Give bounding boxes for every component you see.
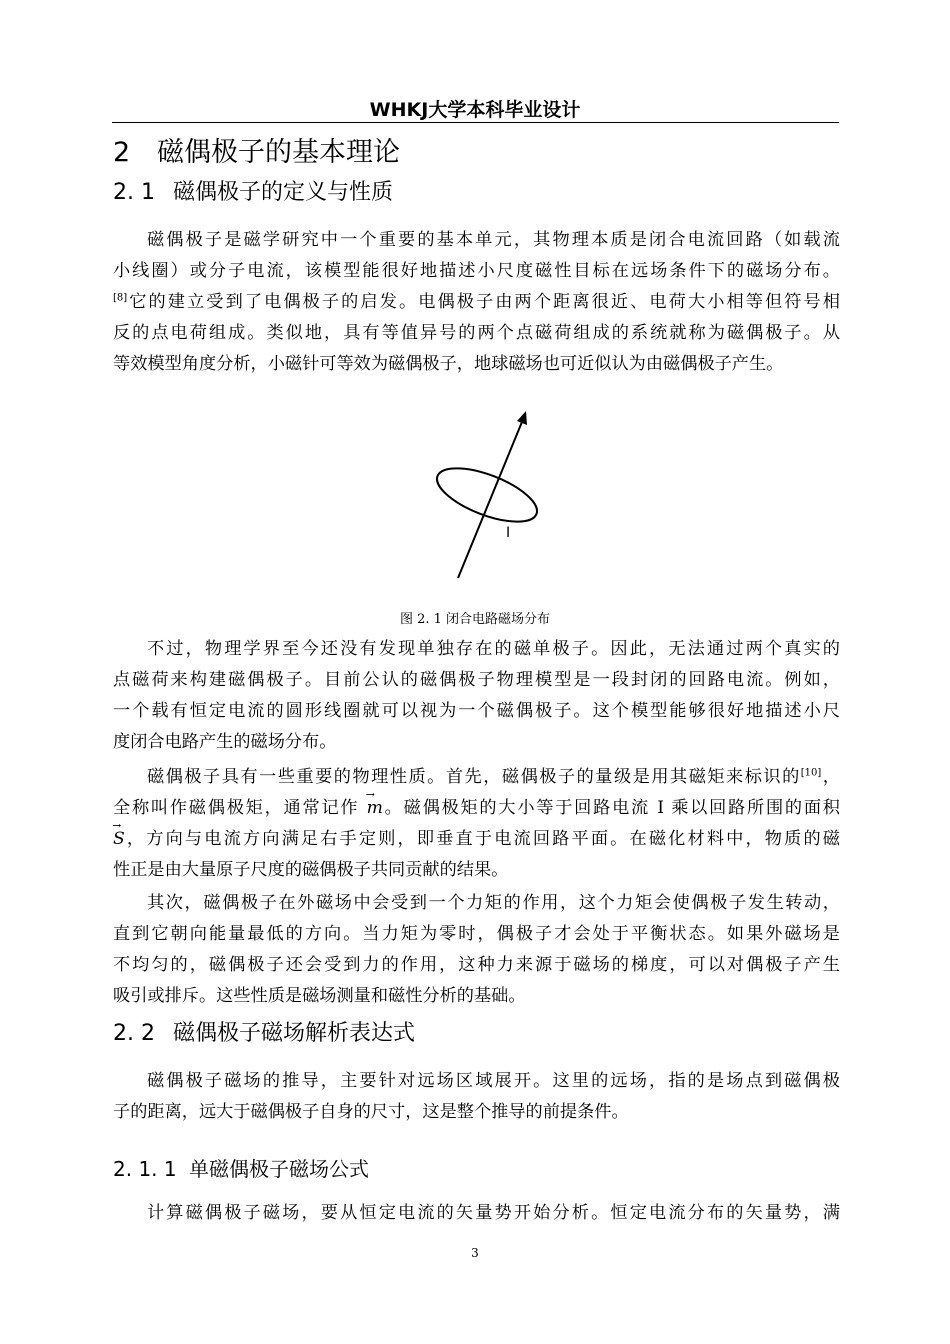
figure-caption: 图 2. 1 闭合电路磁场分布: [399, 612, 551, 627]
text-line-content: 磁偶极子具有一些重要的物理性质。首先，磁偶极子的量级是用其磁矩来标识的: [147, 767, 801, 787]
section-title: 磁偶极子的定义与性质: [173, 180, 394, 205]
header-rule: [112, 122, 839, 123]
chapter-number: 2: [113, 137, 131, 168]
subsection-heading-2-1-1: [113, 1153, 369, 1182]
paragraph-far-field: [113, 1066, 840, 1128]
text-line: 点磁荷来构建磁偶极子。目前公认的磁偶极子物理模型是一段封闭的回路电流。例如，: [113, 670, 840, 690]
punctuation: ，: [821, 767, 840, 787]
text-line-content: 全称叫作磁偶极矩，通常记作: [113, 798, 360, 818]
current-loop: [430, 457, 543, 532]
text-line: 反的点电荷组成。类似地，具有等值异号的两个点磁荷组成的系统就称为磁偶极子。从: [113, 323, 840, 343]
paragraph-definition: [113, 225, 840, 380]
text-line-content: 。磁偶极矩的大小等于回路电流 I 乘以回路所围的面积: [382, 798, 840, 818]
section-title: 磁偶极子磁场解析表达式: [173, 1021, 416, 1046]
text-line: 度闭合电路产生的磁场分布。: [113, 732, 337, 752]
text-line: 不均匀的，磁偶极子还会受到力的作用，这种力来源于磁场的梯度，可以对偶极子产生: [113, 955, 840, 975]
text-line: 吸引或排斥。这些性质是磁场测量和磁性分析的基础。: [113, 986, 526, 1006]
citation: [8]: [113, 292, 128, 304]
section-heading-2-1: [113, 175, 393, 206]
arrow-head-icon: [517, 411, 527, 425]
text-line: 性正是由大量原子尺度的磁偶极子共同贡献的结果。: [113, 860, 509, 880]
paragraph-model: [113, 634, 840, 758]
text-line: 计算磁偶极子磁场，要从恒定电流的矢量势开始分析。恒定电流分布的矢量势，满: [147, 1203, 840, 1223]
text-line: 等效模型角度分析，小磁针可等效为磁偶极子，地球磁场也可近似认为由磁偶极子产生。: [113, 354, 784, 374]
text-line: [113, 762, 840, 793]
subsection-title: 单磁偶极子磁场公式: [189, 1157, 369, 1181]
text-line: [113, 287, 840, 318]
text-line-content: ，方向与电流方向满足右手定则，即垂直于电流回路平面。在磁化材料中，物质的磁: [124, 829, 840, 849]
chapter-title: 磁偶极子的基本理论: [157, 137, 400, 168]
page-number: 3: [471, 1246, 479, 1260]
text-line: 直到它朝向能量最低的方向。当力矩为零时，偶极子才会处于平衡状态。如果外磁场是: [113, 924, 840, 944]
text-line: 一个载有恒定电流的圆形线圈就可以视为一个磁偶极子。这个模型能够很好地描述小尺: [113, 701, 840, 721]
section-number: 2. 1: [113, 180, 155, 205]
text-line: 其次，磁偶极子在外磁场中会受到一个力矩的作用，这个力矩会使偶极子发生转动，: [147, 893, 840, 913]
area-vector-symbol: → S: [113, 824, 125, 855]
text-line: [113, 793, 840, 824]
moment-axis: [458, 417, 524, 578]
text-line: 磁偶极子是磁学研究中一个重要的基本单元，其物理本质是闭合电流回路（如载流: [147, 230, 840, 250]
current-label: I: [506, 525, 511, 541]
text-line: 磁偶极子磁场的推导，主要针对远场区域展开。这里的远场，指的是场点到磁偶极: [147, 1071, 840, 1091]
section-heading-2-2: [113, 1016, 415, 1047]
text-line: 小线圈）或分子电流，该模型能很好地描述小尺度磁性目标在远场条件下的磁场分布。: [113, 261, 840, 281]
text-line-content: 它的建立受到了电偶极子的启发。电偶极子由两个距离很近、电荷大小相等但符号相: [127, 292, 840, 312]
subsection-number: 2. 1. 1: [113, 1157, 177, 1181]
magnetic-moment-symbol: → m: [367, 793, 383, 824]
chapter-heading: [113, 130, 400, 169]
closed-circuit-figure: [420, 405, 560, 585]
text-line: [113, 824, 840, 855]
text-line: 不过，物理学界至今还没有发现单独存在的磁单极子。因此，无法通过两个真实的: [147, 639, 840, 659]
paragraph-properties: [113, 762, 840, 886]
paragraph-vector-potential: [113, 1198, 840, 1229]
running-header: WHKJ大学本科毕业设计: [369, 99, 581, 121]
paragraph-torque: [113, 888, 840, 1012]
citation: [10]: [800, 767, 822, 779]
text-line: 子的距离，远大于磁偶极子自身的尺寸，这是整个推导的前提条件。: [113, 1102, 629, 1122]
section-number: 2. 2: [113, 1021, 155, 1046]
